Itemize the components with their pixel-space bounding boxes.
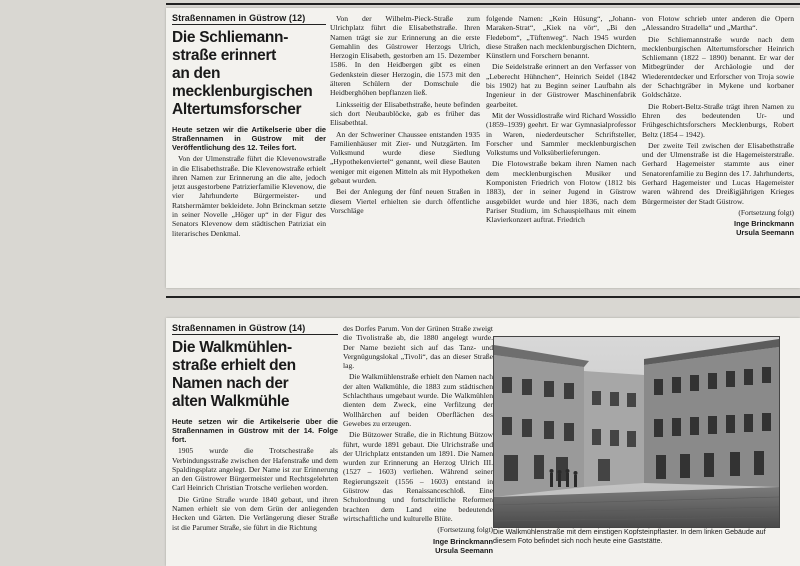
article-14-byline: Inge Brinckmann Ursula Seemann: [433, 536, 493, 555]
street-photo-illustration: [494, 337, 779, 527]
article-12-clipping: [166, 8, 800, 288]
article-14-kicker: Straßennamen in Güstrow (14): [172, 324, 338, 335]
article-14-paragraph: des Dorfes Parum. Von der Grünen Straße zweigt die Tivolistraße ab, die 1880 angelegt wurde. Der Name bezieht sich auf das Tanz- und Vergnügungslokal „Tivoli“, das an dieser Straße lag.: [343, 324, 493, 371]
article-12-byline: Inge Brinckmann Ursula Seemann: [734, 219, 794, 238]
article-12-col3: [486, 14, 636, 286]
article-12-paragraph: Von der Ulmenstraße führt die Klevenowstraße in die Elisabethstraße. Die Klevenowstraße erhielt ihren Namen zur Erinnerung an die alte, jedoch jetzt ausgestorbene Patrizierfamilie Klevenow, die vier Jahrhunderte Bürgermeister- und Ratsherrnämter bekleidete. John Brinckman setzte in seiner Novelle „Höger up“ in der Figur des Senators Klevenow dem städtischen Patriziat ein literarisches Denkmal.: [172, 154, 326, 238]
article-12-paragraph: Die Seidelstraße erinnert an den Verfasser von „Leberecht Hühnchen“, Heinrich Seidel (1842 bis 1902) hat zu Beginn seiner Laufbahn als Ingenieur in der Güstrower Maschinenfabrik gearbeitet.: [486, 62, 636, 109]
article-12-col2: [330, 14, 480, 286]
article-14-paragraph: Die Walkmühlenstraße erhielt den Namen nach der alten Walkmühle, die 1883 zum städtischen Schlachthaus umgebaut wurde. Die Walkmühlen dienten dem Zweck, eine Verfilzung der Wollhärchen auf beiden Oberflächen des Gewebes zu erzeugen.: [343, 372, 493, 428]
article-12-paragraph: Die Robert-Beltz-Straße trägt ihren Namen zu Ehren des bedeutenden Ur- und Frühgeschichtsforschers Mecklenburgs, Robert Beltz (1854 – 1942).: [642, 101, 794, 139]
top-rule: [166, 3, 800, 5]
article-14-paragraph: Die Bützower Straße, die in Richtung Bützow führt, wurde 1891 gebaut. Die Ulrichstraße und der Ulrichplatz entstanden um 1891. Die Namen wurden zur Erinnerung an Herzog Ulrich III. (1527 – 1603) verliehen. Während seiner Regierungszeit (1556 – 1603) entstand in Güstrow das Renaissanceschloß. Eine Schulordnung und fortschrittliche Reformen brachten dem Land eine bedeutende wirtschaftliche und kulturelle Blüte.: [343, 430, 493, 523]
middle-rule: [166, 296, 800, 298]
article-12-paragraph: Die Schliemannstraße wurde nach dem mecklenburgischen Altertumsforscher Heinrich Schliemann (1822 – 1890) benannt. Er war der Mitbegründer der Archäologie und der Wiederentdecker und Erforscher von Troja sowie der Schachtgräber in Mykene und korbaner Goldschätze.: [642, 34, 794, 100]
article-12-paragraph: von Flotow schrieb unter anderen die Opern „Alessandro Stradella“ und „Martha“.: [642, 14, 794, 33]
article-14-paragraph: 1905 wurde die Trotschestraße als Verbindungsstraße zwischen der Hafenstraße und dem Spaldingsplatz angelegt. Der Name ist zur Erinnerung an den Güstrower Bürgermeister und Rechtsgelehrten Carl Heinrich Christian Trotsche verliehen worden.: [172, 446, 338, 493]
article-12-lead: Heute setzen wir die Artikelserie über die Straßennamen in Güstrow mit der Veröffentlichung des 12. Teiles fort.: [172, 125, 326, 153]
article-14-continued: (Fortsetzung folgt): [437, 525, 493, 535]
article-14-lead: Heute setzen wir die Artikelserie über die Straßennamen in Güstrow mit der 14. Folge fort.: [172, 417, 338, 445]
article-14-col1: [172, 324, 338, 564]
article-12-paragraph: Von der Wilhelm-Pieck-Straße zum Ulrichplatz führt die Elisabethstraße. Ihren Namen trägt sie zur Erinnerung an die erste Gemahlin des Güstrower Herzogs Ulrich, Herzogin Elisabeth, gestorben am 15. Dezember 1586. In den Heidbergen gibt es einen Gedenkstein dieser Herzogin, die 1573 mit den älteren Schülern der Domschule die Heidberghöhen bepflanzen ließ.: [330, 14, 480, 98]
street-photo: [493, 336, 780, 528]
article-12-kicker: Straßennamen in Güstrow (12): [172, 14, 326, 25]
article-12-paragraph: An der Schweriner Chaussee entstanden 1935 Familienhäuser mit Zier- und Nutzgärten. Im Volksmund wurde diese Siedlung „Hypothekenviertel“ genannt, weil diese Bauten weniger mit eigenen Mitteln als mit Hypotheken gebaut wurden.: [330, 129, 480, 186]
article-14-col2: [343, 324, 493, 564]
article-12-paragraph: Die Flotowstraße bekam ihren Namen nach dem mecklenburgischen Musiker und Komponisten Friedrich von Flotow (1812 bis 1883), der in seiner Jugend in Güstrow ausgebildet wurde und hier 1836, nach dem Pariser Studium, im Schauspielhaus mit einem Klavierkonzert auftrat. Friedrich: [486, 159, 636, 225]
photo-caption: Die Walkmühlenstraße mit dem einstigen Kopfsteinpflaster. In dem linken Gebäude auf diesem Foto befindet sich noch heute eine Gaststätte.: [493, 528, 766, 545]
article-12-headline: Die Schliemann- straße erinnert an den mecklenburgischen Altertumsforscher: [172, 29, 313, 119]
article-12-paragraph: Der zweite Teil zwischen der Elisabethstraße und der Ulmenstraße ist die Hagemeisterstraße. Gerhard Hagemeister stammte aus einer Senatorenfamilie zu Beginn des 17. Jahrhunderts, Gerhard Hagemeister und Lucas Hagemeister waren während des Dreißigjährigen Krieges Bürgermeister der Stadt Güstrow.: [642, 140, 794, 206]
article-12-continued: (Fortsetzung folgt): [738, 207, 794, 217]
article-14-headline: Die Walkmühlen- straße erhielt den Namen nach der alten Walkmühle: [172, 339, 296, 411]
article-12-paragraph: Linksseitig der Elisabethstraße, heute befinden sich dort Neubaublöcke, gab es früher das Elisabethtal.: [330, 99, 480, 128]
article-12-paragraph: Mit der Wossidlostraße wird Richard Wossidlo (1859–1939) geehrt. Er war Gymnasialprofessor in Waren, niederdeutscher Schriftsteller, Forscher und Sammler mecklenburgischen Volkstums und Volksüberlieferungen.: [486, 110, 636, 158]
article-12-paragraph: folgende Namen: „Kein Hüsung“, „Johann-Maraken-Strat“, „Kiek na vör“, „Bi den Fledebom“, „Tüftenweg“. Nach 1945 wurden diese Straßen nach mecklenburgischen Dichtern, Künstlern und Forschern benannt.: [486, 14, 636, 61]
article-14-paragraph: Die Grüne Straße wurde 1840 gebaut, und ihren Namen erhielt sie von dem Grün der anliegenden Hecken und Gärten. Die Verlängerung dieser Straße ist die Parumer Straße, sie führt in die Richtung: [172, 494, 338, 532]
article-12-col4: [642, 14, 794, 286]
article-12-paragraph: Bei der Anlegung der fünf neuen Straßen in diesem Viertel erhielten sie durch öffentliche Vorschläge: [330, 187, 480, 215]
article-12-col1: [172, 14, 326, 286]
